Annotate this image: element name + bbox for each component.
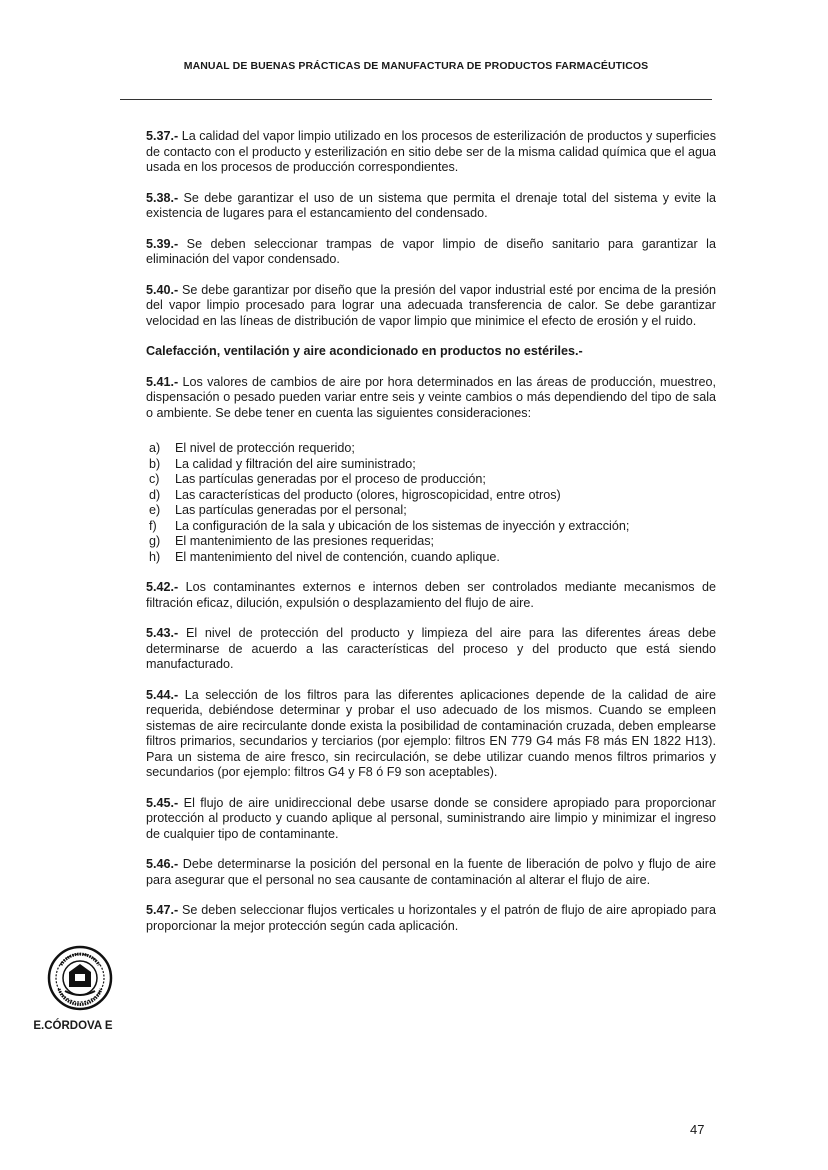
- paragraph-number: 5.44.-: [146, 687, 179, 702]
- paragraph-number: 5.42.-: [146, 580, 179, 594]
- paragraph-text: La selección de los filtros para las diferentes aplicaciones depende de la calidad de aire requerida, debiéndose determinar y probar el uso adecuado de los mismos. Cuando se empleen sistemas de aire recirculante donde exista la posibilidad de contaminación cruzada, deben emplearse filtros primarios, secundarios y terciarios (por ejemplo: filtros EN 779 G4 más F8 más EN 1822 H13). Para un sistema de aire fresco, sin recirculación, se debe utilizar cuando menos filtros primarios y secundarios (por ejemplo: filtros G4 y F8 ó F9 son aceptables).: [146, 687, 716, 779]
- list-item: [146, 457, 716, 473]
- paragraph-5-43: [146, 626, 716, 673]
- paragraph-number: 5.45.-: [146, 795, 179, 810]
- paragraph-number: 5.37.-: [146, 129, 179, 143]
- document-header: MANUAL DE BUENAS PRÁCTICAS DE MANUFACTURA DE PRODUCTOS FARMACÉUTICOS: [183, 60, 649, 72]
- list-item: [146, 519, 716, 535]
- paragraph-text: Se deben seleccionar trampas de vapor limpio de diseño sanitario para garantizar la eliminación del vapor condensado.: [146, 236, 716, 266]
- paragraph-5-41: [146, 375, 716, 422]
- list-text: El mantenimiento del nivel de contención, cuando aplique.: [175, 549, 500, 564]
- list-text: La configuración de la sala y ubicación de los sistemas de inyección y extracción;: [175, 518, 630, 533]
- list-text: Las características del producto (olores, higroscopicidad, entre otros): [175, 487, 561, 502]
- list-item: [146, 472, 716, 488]
- section-heading: Calefacción, ventilación y aire acondicionado en productos no estériles.-: [146, 344, 583, 358]
- paragraph-number: 5.46.-: [146, 857, 179, 871]
- paragraph-text: Debe determinarse la posición del personal en la fuente de liberación de polvo y flujo de aire para asegurar que el personal no sea causante de contaminación al alterar el flujo de aire.: [146, 857, 716, 887]
- list-letter: b): [149, 456, 161, 471]
- paragraph-5-42: [146, 580, 716, 611]
- paragraph-text: Se debe garantizar el uso de un sistema que permita el drenaje total del sistema y evite la existencia de lugares para el estancamiento del condensado.: [146, 190, 716, 220]
- list-item: [146, 441, 716, 457]
- paragraph-text: El nivel de protección del producto y limpieza del aire para las diferentes áreas debe determinarse de acuerdo a las características del proceso y del producto que está siendo manufacturado.: [146, 626, 716, 671]
- paragraph-text: Los contaminantes externos e internos deben ser controlados mediante mecanismos de filtración eficaz, dilución, expulsión o desplazamiento del flujo de aire.: [146, 580, 716, 610]
- paragraph-number: 5.40.-: [146, 282, 179, 297]
- paragraph-5-38: [146, 191, 716, 222]
- seal-signature-name: E.CÓRDOVA E: [33, 1020, 113, 1032]
- list-text: La calidad y filtración del aire suministrado;: [175, 456, 416, 471]
- official-seal-icon: [47, 945, 113, 1011]
- paragraph-5-47: [146, 903, 716, 934]
- list-text: El nivel de protección requerido;: [175, 441, 355, 455]
- paragraph-5-39: [146, 237, 716, 268]
- list-text: Las partículas generadas por el proceso de producción;: [175, 472, 486, 486]
- list-text: El mantenimiento de las presiones requeridas;: [175, 534, 435, 548]
- list-letter: g): [149, 534, 161, 548]
- paragraph-text: Se deben seleccionar flujos verticales u horizontales y el patrón de flujo de aire apropiado para proporcionar la mejor protección según cada aplicación.: [146, 903, 716, 933]
- paragraph-number: 5.43.-: [146, 626, 179, 640]
- list-item: [146, 488, 716, 504]
- header-rule: [120, 99, 712, 100]
- paragraph-number: 5.41.-: [146, 374, 179, 389]
- considerations-list: [146, 441, 716, 565]
- list-letter: f): [149, 518, 157, 533]
- list-letter: c): [149, 472, 160, 486]
- paragraph-number: 5.39.-: [146, 236, 179, 251]
- list-item: [146, 550, 716, 566]
- paragraph-5-46: [146, 857, 716, 888]
- page-number: 47: [690, 1122, 705, 1137]
- list-item: [146, 534, 716, 550]
- paragraph-number: 5.38.-: [146, 190, 179, 205]
- paragraph-text: La calidad del vapor limpio utilizado en los procesos de esterilización de productos y superficies de contacto con el producto y esterilización en sitio debe ser de la misma calidad química que el agua usada en los procesos de producción correspondientes.: [146, 129, 716, 174]
- list-item: [146, 503, 716, 519]
- paragraph-text: El flujo de aire unidireccional debe usarse donde se considere apropiado para proporcionar protección al producto y cuando aplique al personal, suministrando aire limpio y minimizar el ingreso de cualquier tipo de contaminante.: [146, 795, 716, 841]
- paragraph-5-45: [146, 796, 716, 843]
- list-text: Las partículas generadas por el personal;: [175, 503, 407, 517]
- paragraph-5-44: [146, 688, 716, 781]
- paragraph-text: Se debe garantizar por diseño que la presión del vapor industrial esté por encima de la presión del vapor limpio procesado para lograr una adecuada transferencia de calor. Se debe garantizar velocidad en las líneas de distribución de vapor limpio que minimice el efecto de erosión y el ruido.: [146, 282, 716, 328]
- list-letter: h): [149, 549, 161, 564]
- list-letter: e): [149, 503, 161, 517]
- list-letter: d): [149, 487, 161, 502]
- document-body: [146, 129, 716, 949]
- paragraph-text: Los valores de cambios de aire por hora determinados en las áreas de producción, muestreo, dispensación o pesado pueden variar entre seis y veinte cambios o más dependiendo del tipo de sala o ambiente. Se debe tener en cuenta las siguientes consideraciones:: [146, 374, 716, 420]
- paragraph-number: 5.47.-: [146, 903, 179, 917]
- paragraph-5-40: [146, 283, 716, 330]
- paragraph-5-37: [146, 129, 716, 176]
- list-letter: a): [149, 441, 161, 455]
